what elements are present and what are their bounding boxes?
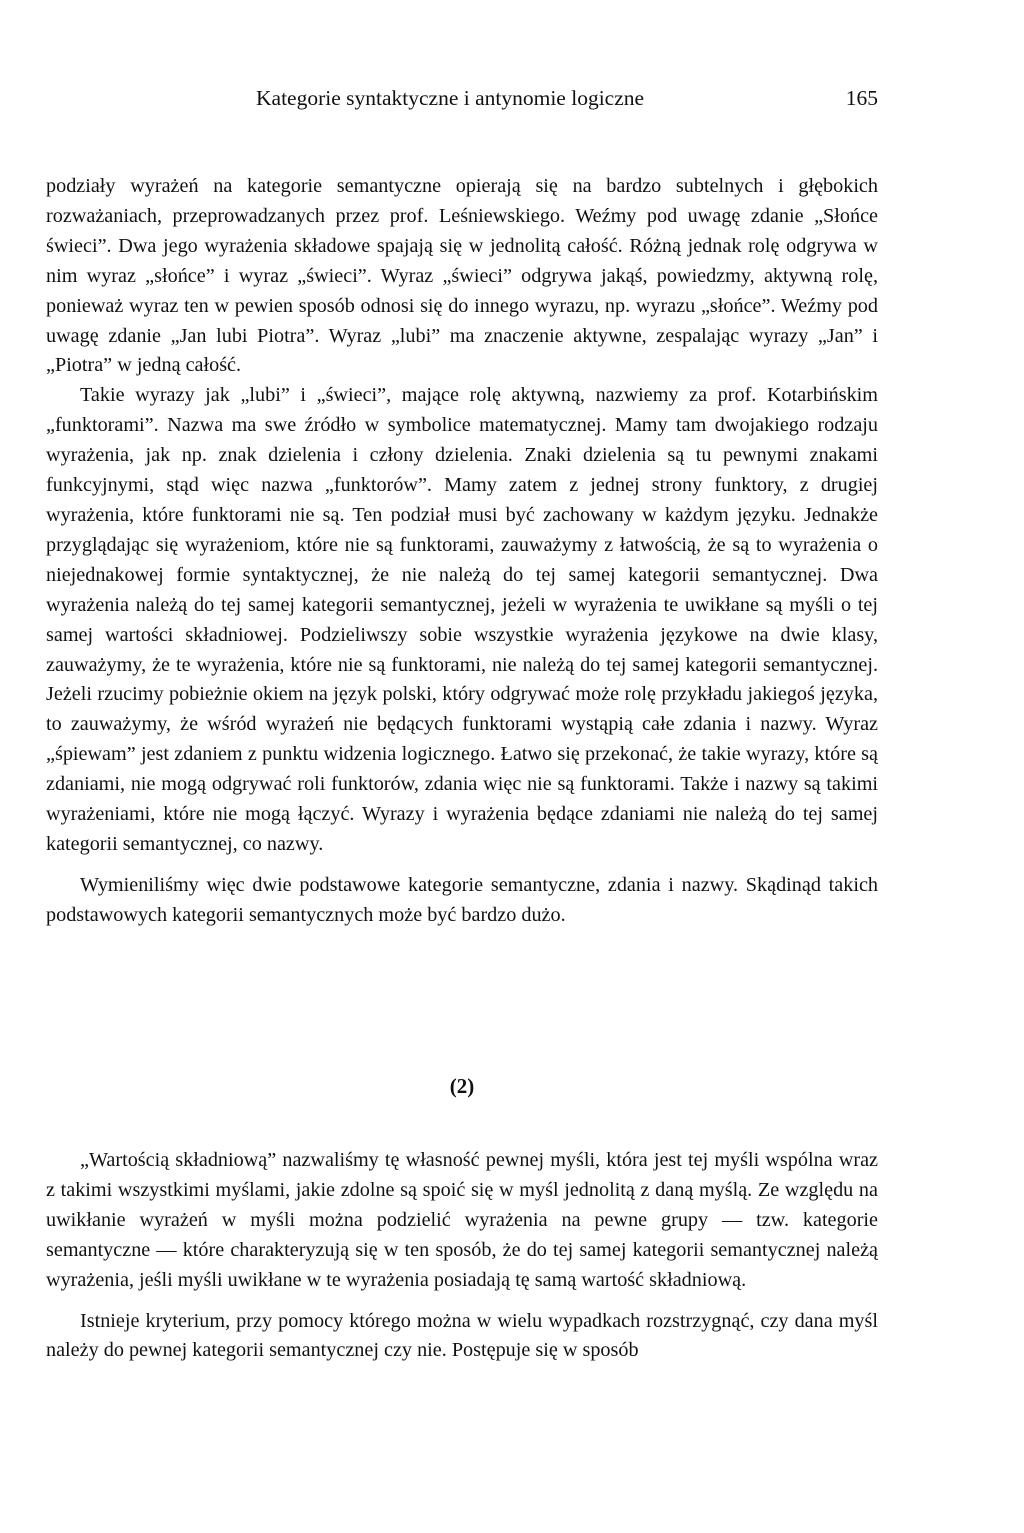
- paragraph-continued: podziały wyrażeń na kategorie semantyczne opierają się na bardzo subtelnych i głębokich rozważaniach, przeprowadzanych przez prof. Leśniewskiego. Weźmy pod uwagę zdanie „Słońce świeci”. Dwa jego wyrażenia składowe spajają się w jednolitą całość. Różną jednak rolę odgrywa w nim wyraz „słońce” i wyraz „świeci”. Wyraz „świeci” odgrywa jakąś, powiedzmy, aktywną rolę, ponieważ wyraz ten w pewien sposób odnosi się do innego wyrazu, np. wyrazu „słońce”. Weźmy pod uwagę zdanie „Jan lubi Piotra”. Wyraz „lubi” ma znaczenie aktywne, zespalając wyrazy „Jan” i „Piotra” w jedną całość.: [46, 175, 878, 377]
- paragraph-wartosc-skladniowa: „Wartością składniową” nazwaliśmy tę własność pewnej myśli, która jest tej myśli wspólna wraz z takimi wszystkimi myślami, jakie zdolne są spoić się w myśl jednolitą z daną myślą. Ze względu na uwikłanie wyrażeń w myśli można podzielić wyrażenia na pewne grupy — tzw. kategorie semantyczne — które charakteryzują się w ten sposób, że do tej samej kategorii semantycznej należą wyrażenia, jeśli myśli uwikłane w te wyrażenia posiadają tę samą wartość składniową.: [46, 1149, 878, 1291]
- section-number: (2): [449, 1074, 475, 1098]
- paragraph-kategorie-podstawowe: Wymieniliśmy więc dwie podstawowe kategorie semantyczne, zdania i nazwy. Skądinąd takich podstawowych kategorii semantycznych może być bardzo dużo.: [46, 873, 878, 926]
- paragraph-kryterium: Istnieje kryterium, przy pomocy którego można w wielu wypadkach rozstrzygnąć, czy dana myśl należy do pewnej kategorii semantycznej czy nie. Postępuje się w sposób: [46, 1309, 878, 1362]
- running-title: Kategorie syntaktyczne i antynomie logiczne: [256, 86, 645, 110]
- section-2-text: [46, 1146, 878, 1366]
- page-number: 165: [845, 86, 878, 110]
- section-1-text: [46, 172, 878, 931]
- paragraph-funktory: Takie wyrazy jak „lubi” i „świeci”, mające rolę aktywną, nazwiemy za prof. Kotarbińskim „funktorami”. Nazwa ma swe źródło w symbolice matematycznej. Mamy tam dwojakiego rodzaju wyrażenia, jak np. znak dzielenia i człony dzielenia. Znaki dzielenia są tu pewnymi znakami funkcyjnymi, stąd więc nazwa „funktorów”. Mamy zatem z jednej strony funktory, z drugiej wyrażenia, które funktorami nie są. Ten podział musi być zachowany w każdym języku. Jednakże przyglądając się wyrażeniom, które nie są funktorami, zauważymy z łatwością, że są to wyrażenia o niejednakowej formie syntaktycznej, że nie należą do tej samej kategorii semantycznej. Dwa wyrażenia należą do tej samej kategorii semantycznej, jeżeli w wyrażenia te uwikłane są myśli o tej samej wartości składniowej. Podzieliwszy sobie wszystkie wyrażenia językowe na dwie klasy, zauważymy, że te wyrażenia, które nie są funktorami, nie należą do tej samej kategorii semantycznej. Jeżeli rzucimy pobieżnie okiem na język polski, który odgrywać może rolę przykładu jakiegoś języka, to zauważymy, że wśród wyrażeń nie będących funktorami wystąpią całe zdania i nazwy. Wyraz „śpiewam” jest zdaniem z punktu widzenia logicznego. Łatwo się przekonać, że takie wyrazy, które są zdaniami, nie mogą odgrywać roli funktorów, zdania więc nie są funktorami. Także i nazwy są takimi wyrażeniami, które nie mogą łączyć. Wyrazy i wyrażenia będące zdaniami nie należą do tej samej kategorii semantycznej, co nazwy.: [46, 384, 878, 855]
